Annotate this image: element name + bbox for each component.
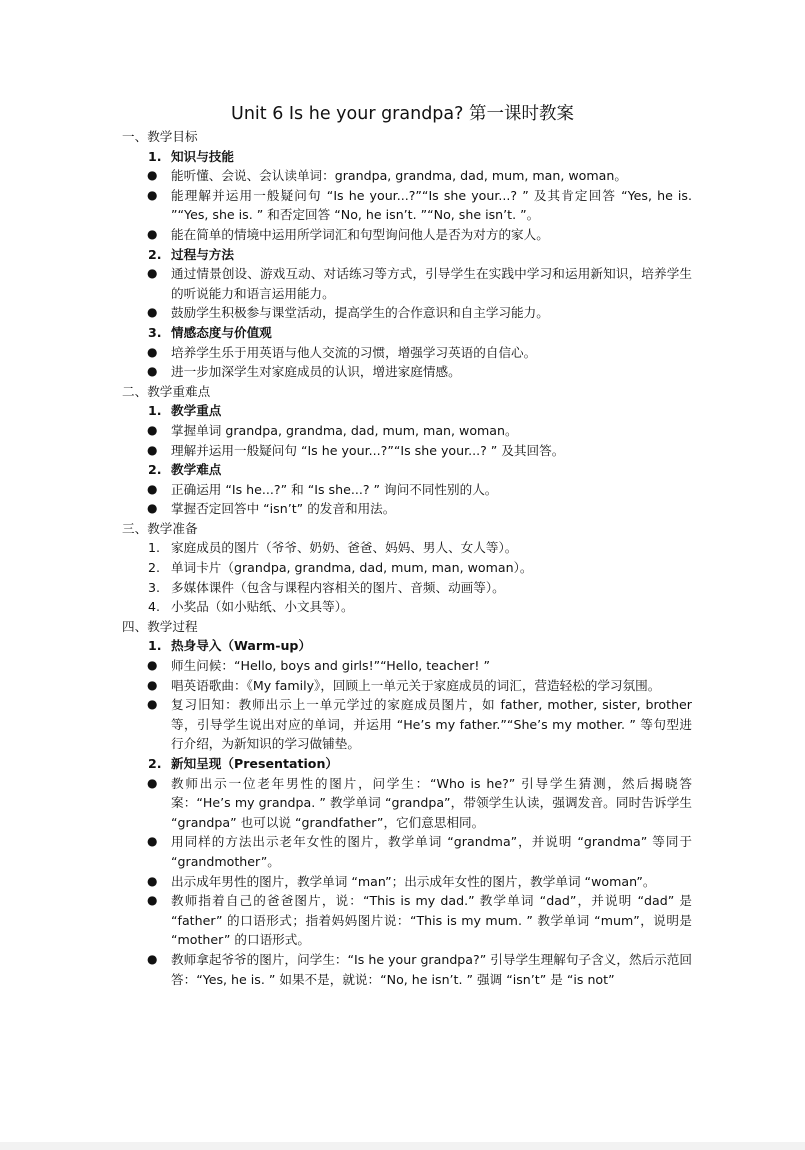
bullet-text: 能在简单的情境中运用所学词汇和句型询问他人是否为对方的家人。 — [171, 226, 549, 242]
bullet-icon: ● — [147, 187, 158, 202]
subheading — [122, 245, 692, 265]
subheading-number: 2. — [148, 462, 162, 478]
bullet-text: 教师拿起爷爷的图片，问学生：“Is he your grandpa?” 引导学生理解句子含义，然后示范回答：“Yes, he is. ” 如果不是，就说：“No, he isn’t. ” 强调 “isn’t” 是 “is not” — [171, 951, 692, 987]
subheading — [122, 754, 692, 774]
bullet-icon: ● — [147, 658, 158, 673]
subheading — [122, 460, 692, 480]
bullet-icon: ● — [147, 951, 158, 966]
item-text: 多媒体课件（包含与课程内容相关的图片、音频、动画等）。 — [171, 579, 505, 595]
bullet-item — [122, 832, 692, 871]
bullet-text: 通过情景创设、游戏互动、对话练习等方式，引导学生在实践中学习和运用新知识，培养学生的听说能力和语言运用能力。 — [171, 266, 692, 301]
bullet-item — [122, 950, 692, 989]
bullet-item — [122, 774, 692, 833]
subheading-text: 教学重点 — [171, 403, 222, 419]
subheading-number: 1. — [148, 638, 162, 654]
subheading — [122, 147, 692, 167]
bullet-item — [122, 441, 692, 461]
bullet-text: 师生问候：“Hello, boys and girls!”“Hello, teacher! ” — [171, 658, 491, 674]
bullet-text: 能听懂、会说、会认读单词：grandpa, grandma, dad, mum, man, woman。 — [171, 168, 627, 184]
subheading-number: 2. — [148, 756, 162, 771]
bullet-item — [122, 186, 692, 225]
bullet-item — [122, 891, 692, 950]
bullet-icon: ● — [147, 266, 158, 281]
subheading-text: 新知呈现（Presentation） — [171, 756, 339, 771]
subheading — [122, 401, 692, 421]
bullet-text: 教师指着自己的爸爸图片，说：“This is my dad.” 教学单词 “dad”，并说明 “dad” 是 “father” 的口语形式；指着妈妈图片说：“This is my mum. ” 教学单词 “mum”，说明是 “mother” 的口语形式。 — [171, 893, 692, 948]
bullet-text: 出示成年男性的图片，教学单词 “man”；出示成年女性的图片，教学单词 “woman”。 — [171, 873, 656, 889]
numbered-item — [122, 538, 692, 558]
subheading-text: 热身导入（Warm-up） — [171, 638, 312, 654]
bullet-item — [122, 480, 692, 500]
numbered-item — [122, 597, 692, 617]
bullet-text: 教师出示一位老年男性的图片，问学生：“Who is he?” 引导学生猜测，然后揭晓答案：“He’s my grandpa. ” 教学单词 “grandpa”，带领学生认读，强调发音。同时告诉学生 “grandpa” 也可以说 “grandfather”，它们意思相同。 — [171, 775, 692, 830]
item-text: 小奖品（如小贴纸、小文具等）。 — [171, 599, 354, 615]
bullet-text: 唱英语歌曲：《My family》，回顾上一单元关于家庭成员的词汇，营造轻松的学习氛围。 — [171, 677, 661, 693]
bullet-text: 用同样的方法出示老年女性的图片，教学单词 “grandma”，并说明 “grandma” 等同于 “grandmother”。 — [171, 834, 692, 869]
bullet-icon: ● — [147, 775, 158, 790]
bullet-text: 掌握单词 grandpa, grandma, dad, mum, man, woman。 — [171, 422, 518, 438]
section-heading-procedure: 四、教学过程 — [122, 618, 198, 634]
bullet-icon: ● — [147, 481, 158, 496]
numbered-item — [122, 578, 692, 598]
bullet-text: 掌握否定回答中 “isn’t” 的发音和用法。 — [171, 501, 396, 517]
bullet-text: 培养学生乐于用英语与他人交流的习惯，增强学习英语的自信心。 — [171, 344, 537, 360]
subheading-number: 1. — [148, 148, 162, 164]
document-title: Unit 6 Is he your grandpa? 第一课时教案 — [231, 104, 574, 124]
bullet-icon: ● — [147, 305, 158, 320]
document-body — [122, 127, 692, 989]
bullet-text: 复习旧知：教师出示上一单元学过的家庭成员图片，如 father, mother, sister, brother 等，引导学生说出对应的单词，并运用 “He’s my father.”“She’s my mother. ” 等句型进行介绍，为新知识的学习做铺垫。 — [171, 697, 692, 752]
subheading-number: 2. — [148, 246, 162, 262]
bullet-item — [122, 343, 692, 363]
section-heading-key-points: 二、教学重难点 — [122, 383, 211, 399]
section-heading-preparation: 三、教学准备 — [122, 520, 198, 536]
bullet-text: 理解并运用一般疑问句 “Is he your...?”“Is she your...? ” 及其回答。 — [171, 442, 565, 458]
item-number: 1. — [148, 540, 161, 556]
subheading-number: 3. — [148, 324, 162, 340]
bullet-item — [122, 676, 692, 696]
bullet-icon: ● — [147, 168, 158, 183]
subheading-number: 1. — [148, 403, 162, 419]
bullet-icon: ● — [147, 364, 158, 379]
subheading-text: 知识与技能 — [171, 148, 234, 164]
bullet-icon: ● — [147, 677, 158, 692]
bullet-item — [122, 499, 692, 519]
bullet-item — [122, 872, 692, 892]
bullet-text: 正确运用 “Is he...?” 和 “Is she...? ” 询问不同性别的人。 — [171, 481, 498, 497]
bullet-item — [122, 362, 692, 382]
bullet-icon: ● — [147, 422, 158, 437]
subheading-text: 情感态度与价值观 — [171, 324, 272, 340]
bullet-icon: ● — [147, 442, 158, 457]
bullet-item — [122, 264, 692, 303]
bullet-text: 能理解并运用一般疑问句 “Is he your...?”“Is she your...? ” 及其肯定回答 “Yes, he is. ”“Yes, she is. ” 和否定回答 “No, he isn’t. ”“No, she isn’t. ”。 — [171, 187, 692, 223]
bullet-item — [122, 303, 692, 323]
numbered-item — [122, 558, 692, 578]
bullet-icon: ● — [147, 344, 158, 359]
bullet-item — [122, 166, 692, 186]
bullet-item — [122, 225, 692, 245]
subheading — [122, 636, 692, 656]
bullet-item — [122, 656, 692, 676]
bullet-icon: ● — [147, 501, 158, 516]
section-heading-objectives: 一、教学目标 — [122, 129, 198, 144]
bullet-icon: ● — [147, 697, 158, 712]
bullet-text: 鼓励学生积极参与课堂活动，提高学生的合作意识和自主学习能力。 — [171, 305, 549, 321]
bullet-item — [122, 695, 692, 754]
subheading-text: 教学难点 — [171, 462, 222, 478]
bullet-icon: ● — [147, 834, 158, 849]
item-text: 单词卡片（grandpa, grandma, dad, mum, man, woman）。 — [171, 560, 533, 576]
bullet-icon: ● — [147, 893, 158, 908]
subheading — [122, 323, 692, 343]
bullet-text: 进一步加深学生对家庭成员的认识，增进家庭情感。 — [171, 364, 461, 380]
item-number: 4. — [148, 599, 161, 615]
item-number: 3. — [148, 579, 161, 595]
bullet-item — [122, 421, 692, 441]
item-number: 2. — [148, 560, 161, 576]
item-text: 家庭成员的图片（爷爷、奶奶、爸爸、妈妈、男人、女人等）。 — [171, 540, 518, 556]
bullet-icon: ● — [147, 226, 158, 241]
subheading-text: 过程与方法 — [171, 246, 234, 262]
bullet-icon: ● — [147, 873, 158, 888]
